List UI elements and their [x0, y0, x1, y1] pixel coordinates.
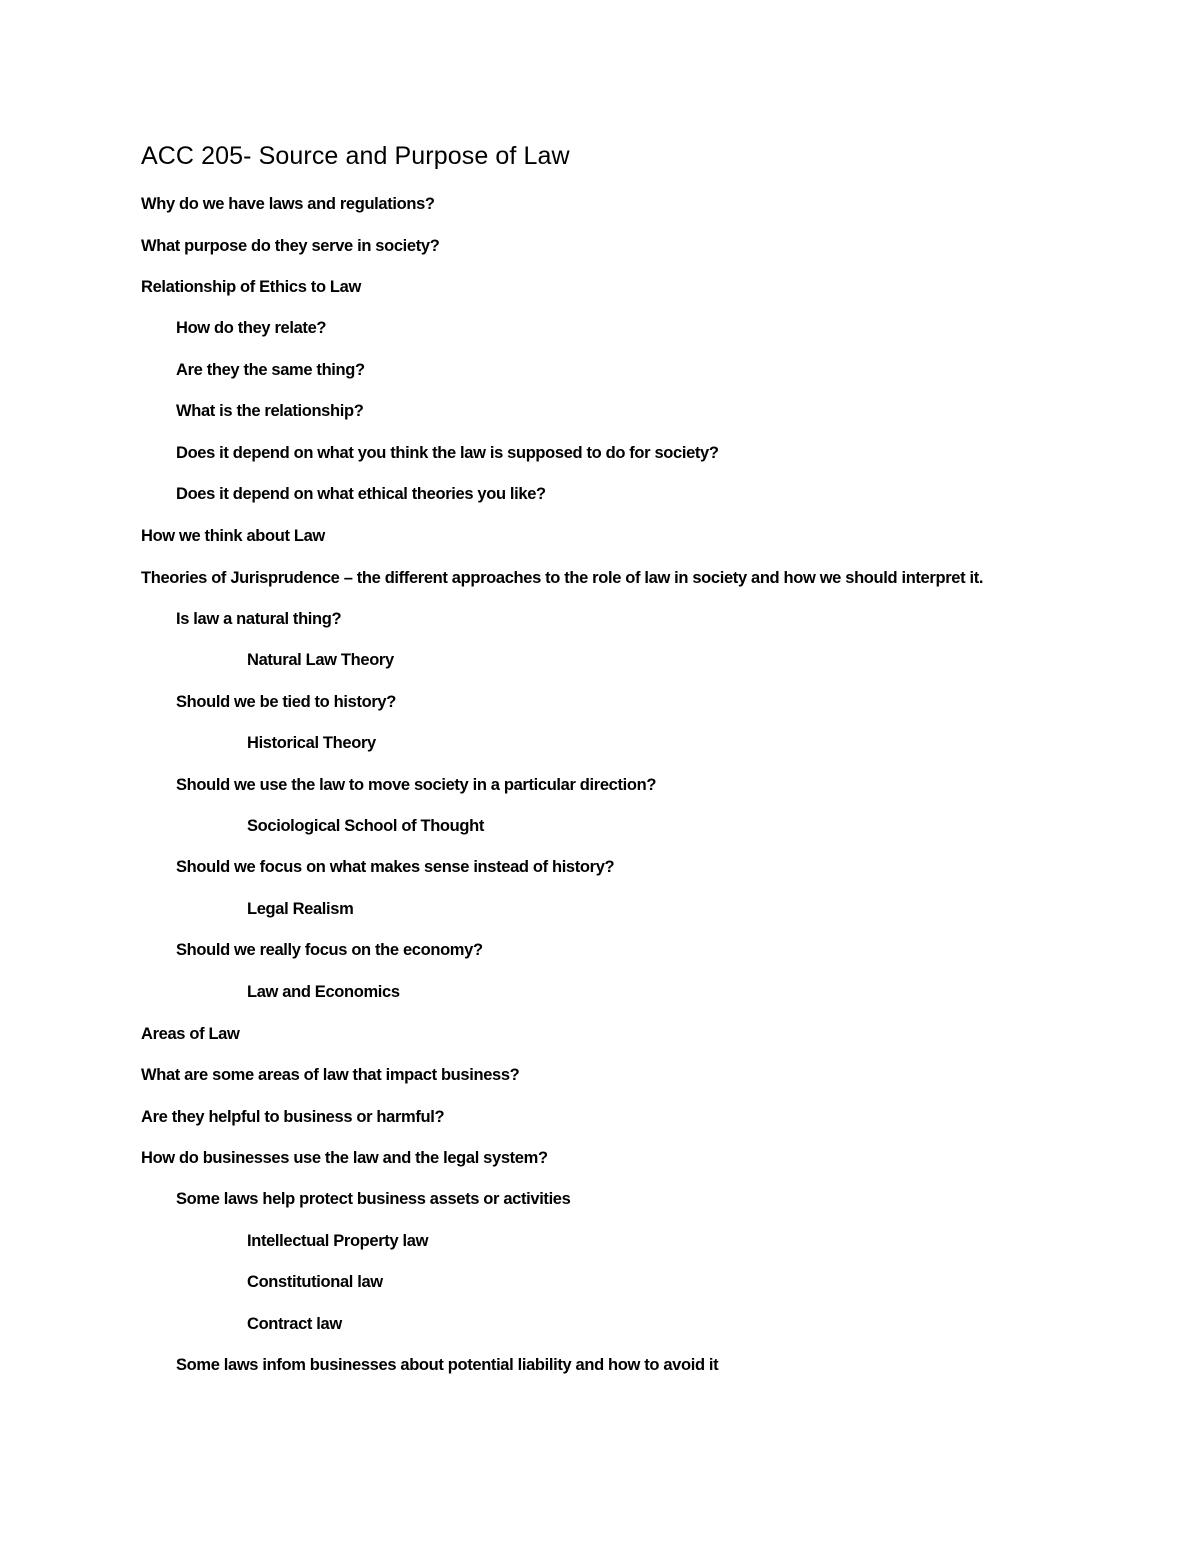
question-depend-law-purpose: Does it depend on what you think the law is supposed to do for society?	[176, 444, 719, 462]
question-how-relate: How do they relate?	[176, 319, 327, 337]
legal-realism: Legal Realism	[247, 900, 354, 918]
historical-theory: Historical Theory	[247, 734, 376, 752]
natural-law-theory: Natural Law Theory	[247, 651, 394, 669]
question-businesses-use-law: How do businesses use the law and the legal system?	[141, 1149, 548, 1167]
question-natural-thing: Is law a natural thing?	[176, 610, 342, 628]
question-focus-economy: Should we really focus on the economy?	[176, 941, 483, 959]
document-title: ACC 205- Source and Purpose of Law	[141, 142, 570, 170]
contract-law: Contract law	[247, 1315, 342, 1333]
laws-protect-business: Some laws help protect business assets or activities	[176, 1190, 571, 1208]
question-areas-impact-business: What are some areas of law that impact business?	[141, 1066, 520, 1084]
question-relationship: What is the relationship?	[176, 402, 364, 420]
question-same-thing: Are they the same thing?	[176, 361, 365, 379]
heading-ethics-to-law: Relationship of Ethics to Law	[141, 278, 361, 296]
question-purpose: What purpose do they serve in society?	[141, 237, 440, 255]
laws-inform-liability: Some laws infom businesses about potential liability and how to avoid it	[176, 1356, 719, 1374]
question-depend-ethical-theories: Does it depend on what ethical theories you like?	[176, 485, 546, 503]
question-makes-sense: Should we focus on what makes sense instead of history?	[176, 858, 615, 876]
sociological-school: Sociological School of Thought	[247, 817, 484, 835]
constitutional-law: Constitutional law	[247, 1273, 383, 1291]
law-and-economics: Law and Economics	[247, 983, 400, 1001]
intellectual-property-law: Intellectual Property law	[247, 1232, 429, 1250]
question-tied-to-history: Should we be tied to history?	[176, 693, 396, 711]
heading-areas-of-law: Areas of Law	[141, 1025, 240, 1043]
heading-think-about-law: How we think about Law	[141, 527, 325, 545]
question-move-society: Should we use the law to move society in a particular direction?	[176, 776, 657, 794]
question-why-laws: Why do we have laws and regulations?	[141, 195, 435, 213]
theories-of-jurisprudence: Theories of Jurisprudence – the different approaches to the role of law in society and how we should interpret it.	[141, 569, 984, 587]
question-helpful-or-harmful: Are they helpful to business or harmful?	[141, 1108, 445, 1126]
